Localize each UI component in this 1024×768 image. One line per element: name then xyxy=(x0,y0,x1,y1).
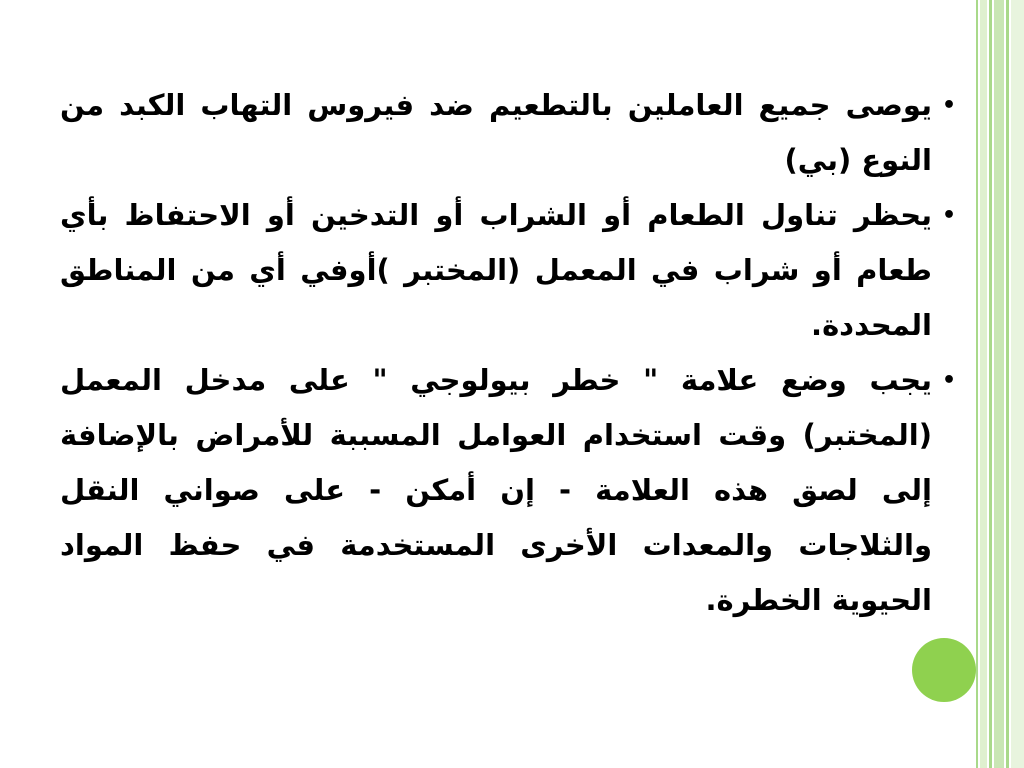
border-stripe xyxy=(1011,0,1024,768)
border-stripe xyxy=(976,0,978,768)
border-stripe xyxy=(989,0,992,768)
border-stripe xyxy=(1006,0,1009,768)
bullet-text: يجب وضع علامة " خطر بيولوجي " على مدخل المعمل (المختبر) وقت استخدام العوامل المسببة للأمراض بالإضافة إلى لصق هذه العلامة - إن أمكن - على صواني النقل والثلاجات والمعدات الأخرى المستخدمة في حفظ المواد الحيوية الخطرة. xyxy=(60,363,932,617)
bullet-icon: • xyxy=(941,203,956,228)
green-circle-decoration xyxy=(912,638,976,702)
slide-border-decoration xyxy=(976,0,1024,768)
bullet-item-vaccination xyxy=(60,78,956,188)
bullet-item-food-prohibition xyxy=(60,188,956,353)
bullet-text: يحظر تناول الطعام أو الشراب أو التدخين أو الاحتفاظ بأي طعام أو شراب في المعمل (المختبر )أوفي أي من المناطق المحددة. xyxy=(60,198,932,342)
bullet-text: يوصى جميع العاملين بالتطعيم ضد فيروس التهاب الكبد من النوع (بي) xyxy=(60,88,932,177)
bullet-item-biohazard-sign xyxy=(60,353,956,628)
bullet-icon: • xyxy=(941,368,956,393)
bullet-icon: • xyxy=(941,93,956,118)
border-stripe xyxy=(994,0,1004,768)
border-stripe xyxy=(980,0,987,768)
slide-body xyxy=(60,78,956,628)
